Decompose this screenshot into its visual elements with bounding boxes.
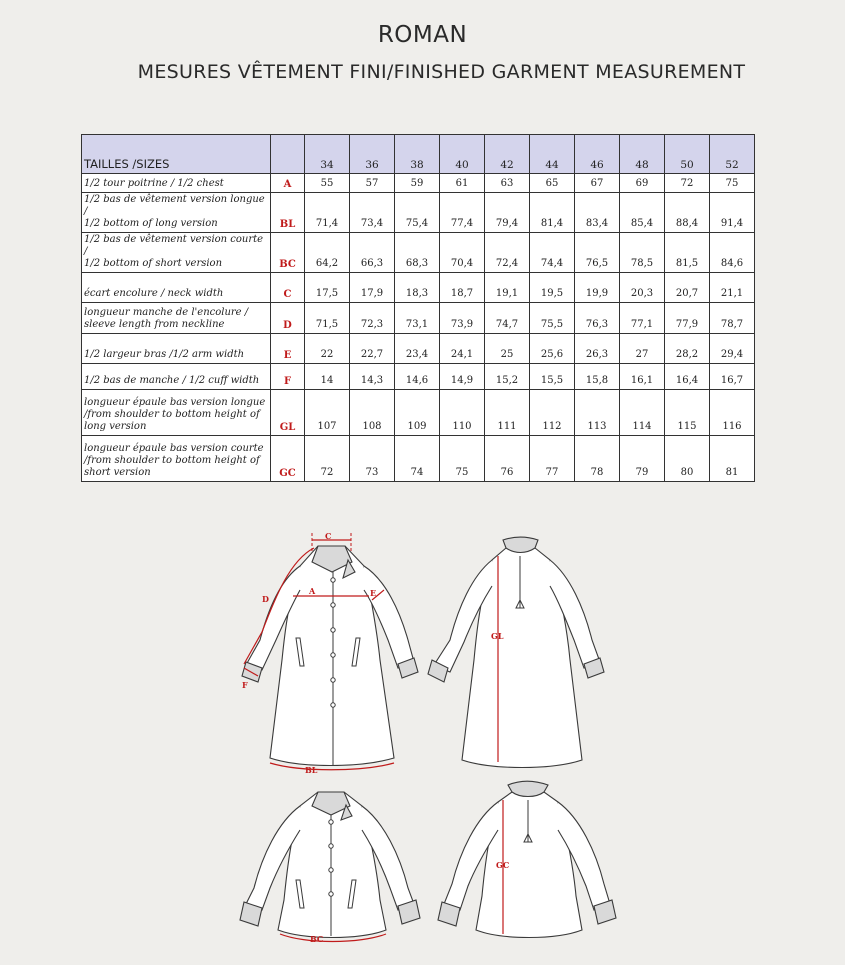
measurement-letter: GC [271, 436, 305, 482]
measurement-value: 17,9 [350, 273, 395, 303]
measurement-value: 77 [530, 436, 575, 482]
description-line: longueur manche de l'encolure / [84, 307, 249, 318]
measurement-value: 71,4 [305, 193, 350, 233]
measurement-value: 77,1 [620, 303, 665, 334]
measurement-value: 66,3 [350, 233, 395, 273]
measurement-value: 63 [485, 174, 530, 193]
measurement-value: 15,2 [485, 364, 530, 390]
measurement-value: 83,4 [575, 193, 620, 233]
measurement-value: 68,3 [395, 233, 440, 273]
measurement-letter: F [271, 364, 305, 390]
measurement-value: 109 [395, 390, 440, 436]
measurement-value: 73,1 [395, 303, 440, 334]
measurement-value: 20,7 [665, 273, 710, 303]
long-coat-back [428, 537, 604, 768]
measurement-value: 107 [305, 390, 350, 436]
measurement-value: 15,5 [530, 364, 575, 390]
measurement-letter: C [271, 273, 305, 303]
measurement-value: 16,1 [620, 364, 665, 390]
measurement-value: 73,9 [440, 303, 485, 334]
measurement-value: 72,4 [485, 233, 530, 273]
measurement-value: 81 [710, 436, 755, 482]
measurement-value: 85,4 [620, 193, 665, 233]
measurement-value: 115 [665, 390, 710, 436]
measurement-value: 22 [305, 334, 350, 364]
measurement-value: 88,4 [665, 193, 710, 233]
measurement-value: 14,6 [395, 364, 440, 390]
measurement-value: 69 [620, 174, 665, 193]
description-line: 1/2 bas de vêtement version longue / [84, 194, 265, 217]
measurement-value: 27 [620, 334, 665, 364]
measurement-letter: E [271, 334, 305, 364]
measurement-value: 55 [305, 174, 350, 193]
measurement-value: 19,9 [575, 273, 620, 303]
measurement-value: 114 [620, 390, 665, 436]
measurement-value: 16,4 [665, 364, 710, 390]
measurement-value: 25,6 [530, 334, 575, 364]
measurement-letter: A [271, 174, 305, 193]
description-line: 1/2 tour poitrine / 1/2 chest [84, 178, 224, 189]
size-header: 36 [350, 135, 395, 174]
description-line: longueur épaule bas version courte [84, 443, 264, 454]
size-header: 34 [305, 135, 350, 174]
measurement-value: 72,3 [350, 303, 395, 334]
measurement-value: 18,3 [395, 273, 440, 303]
measurement-letter: D [271, 303, 305, 334]
measurement-value: 17,5 [305, 273, 350, 303]
label-d: D [262, 594, 269, 604]
measurement-value: 65 [530, 174, 575, 193]
short-coat-back [438, 781, 616, 937]
measurement-value: 81,5 [665, 233, 710, 273]
measurement-value: 111 [485, 390, 530, 436]
measurement-value: 84,6 [710, 233, 755, 273]
measurement-value: 76 [485, 436, 530, 482]
measurement-value: 112 [530, 390, 575, 436]
measurement-value: 75,5 [530, 303, 575, 334]
measurement-value: 28,2 [665, 334, 710, 364]
measurement-value: 78 [575, 436, 620, 482]
measurement-value: 91,4 [710, 193, 755, 233]
measurement-value: 72 [305, 436, 350, 482]
description-line: /from shoulder to bottom height of [84, 409, 260, 420]
measurement-value: 57 [350, 174, 395, 193]
measurement-value: 76,3 [575, 303, 620, 334]
measurement-letter: BL [271, 193, 305, 233]
measurement-value: 64,2 [305, 233, 350, 273]
measurement-value: 73,4 [350, 193, 395, 233]
measurement-value: 18,7 [440, 273, 485, 303]
measurement-value: 80 [665, 436, 710, 482]
size-header: 44 [530, 135, 575, 174]
description-line: long version [84, 421, 147, 432]
measurement-value: 79 [620, 436, 665, 482]
measurement-value: 19,1 [485, 273, 530, 303]
size-header: 50 [665, 135, 710, 174]
measurement-value: 26,3 [575, 334, 620, 364]
measurement-value: 79,4 [485, 193, 530, 233]
measurement-value: 74,7 [485, 303, 530, 334]
measurement-letter: BC [271, 233, 305, 273]
measurement-value: 23,4 [395, 334, 440, 364]
measurement-value: 75 [440, 436, 485, 482]
label-c: C [325, 531, 332, 541]
description-line: short version [84, 467, 151, 478]
measurement-value: 14,9 [440, 364, 485, 390]
measurement-value: 16,7 [710, 364, 755, 390]
label-a: A [309, 586, 316, 596]
measurement-value: 15,8 [575, 364, 620, 390]
size-header: 52 [710, 135, 755, 174]
measurement-value: 75,4 [395, 193, 440, 233]
label-bc: BC [310, 934, 324, 944]
description-line: 1/2 bottom of long version [84, 218, 218, 229]
measurement-value: 81,4 [530, 193, 575, 233]
size-header: 48 [620, 135, 665, 174]
size-header: 38 [395, 135, 440, 174]
size-header: 42 [485, 135, 530, 174]
description-line: 1/2 bas de vêtement version courte / [84, 234, 264, 257]
description-line: sleeve length from neckline [84, 319, 225, 330]
measurement-value: 29,4 [710, 334, 755, 364]
long-coat-front [242, 531, 418, 775]
measurement-value: 113 [575, 390, 620, 436]
measurement-value: 71,5 [305, 303, 350, 334]
measurement-value: 14 [305, 364, 350, 390]
label-gc: GC [496, 860, 510, 870]
measurement-value: 67 [575, 174, 620, 193]
measurement-value: 70,4 [440, 233, 485, 273]
description-line: 1/2 largeur bras /1/2 arm width [84, 349, 245, 360]
label-bl: BL [305, 765, 318, 775]
measurement-value: 116 [710, 390, 755, 436]
size-header: 46 [575, 135, 620, 174]
description-line: 1/2 bottom of short version [84, 258, 223, 269]
measurement-value: 25 [485, 334, 530, 364]
measurement-value: 22,7 [350, 334, 395, 364]
measurement-value: 108 [350, 390, 395, 436]
measurement-value: 76,5 [575, 233, 620, 273]
measurement-value: 110 [440, 390, 485, 436]
measurement-value: 24,1 [440, 334, 485, 364]
measurement-value: 20,3 [620, 273, 665, 303]
measurement-value: 74 [395, 436, 440, 482]
measurement-value: 74,4 [530, 233, 575, 273]
label-f: F [242, 680, 248, 690]
label-e: E [370, 588, 377, 598]
description-line: écart encolure / neck width [84, 288, 224, 299]
description-line: /from shoulder to bottom height of [84, 455, 260, 466]
page-title: ROMAN [377, 22, 468, 48]
measurement-value: 72 [665, 174, 710, 193]
sizes-header-label: TAILLES /SIZES [82, 135, 271, 174]
measurement-letter: GL [271, 390, 305, 436]
short-coat-front [240, 792, 420, 944]
measurement-value: 21,1 [710, 273, 755, 303]
label-gl: GL [491, 631, 504, 641]
measurement-value: 61 [440, 174, 485, 193]
measurement-value: 77,9 [665, 303, 710, 334]
size-header: 40 [440, 135, 485, 174]
measurement-value: 14,3 [350, 364, 395, 390]
measurement-value: 77,4 [440, 193, 485, 233]
measurement-value: 78,7 [710, 303, 755, 334]
measurement-value: 75 [710, 174, 755, 193]
measurement-value: 78,5 [620, 233, 665, 273]
measurement-value: 73 [350, 436, 395, 482]
description-line: longueur épaule bas version longue [84, 397, 266, 408]
page-subtitle: MESURES VÊTEMENT FINI/FINISHED GARMENT MEASUREMENT [137, 61, 746, 83]
measurement-value: 59 [395, 174, 440, 193]
description-line: 1/2 bas de manche / 1/2 cuff width [84, 375, 260, 386]
measurement-value: 19,5 [530, 273, 575, 303]
